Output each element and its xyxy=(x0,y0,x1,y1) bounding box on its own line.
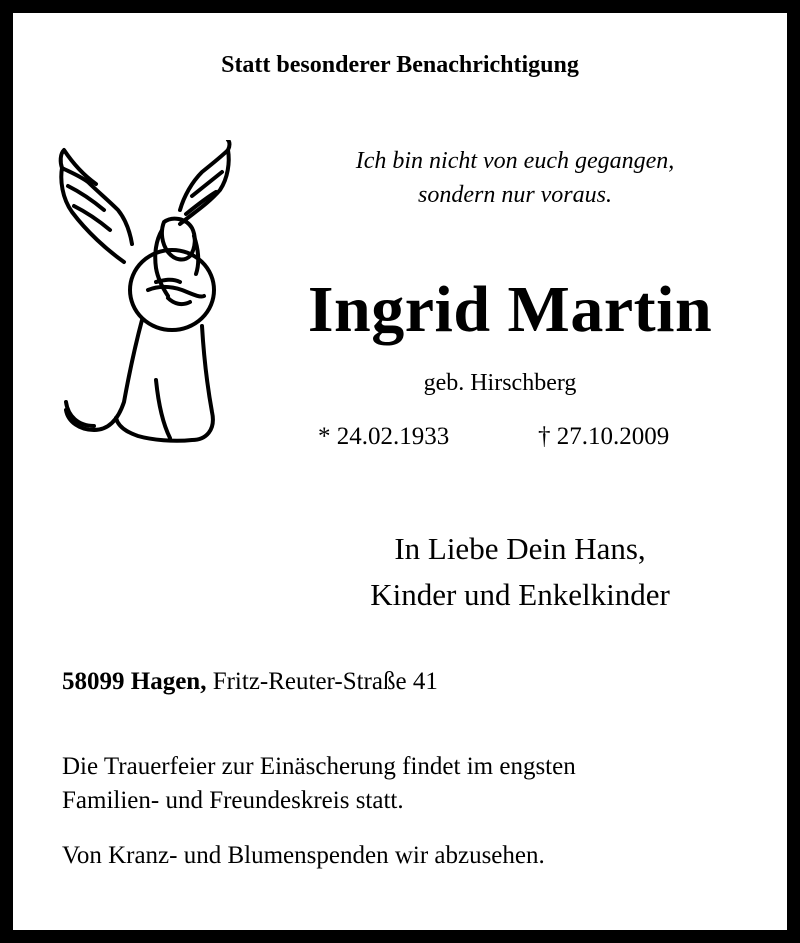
header-title: Statt besonderer Benachrichtigung xyxy=(221,52,579,78)
mourners xyxy=(270,526,770,618)
address-city: 58099 Hagen, xyxy=(62,668,207,695)
birth-name: geb. Hirschberg xyxy=(423,370,577,396)
deceased-name: Ingrid Martin xyxy=(307,273,713,346)
address-street: Fritz-Reuter-Straße 41 xyxy=(212,668,438,695)
quote xyxy=(280,144,750,212)
birth-date: * 24.02.1933 xyxy=(318,423,450,450)
quote-line-1: Ich bin nicht von euch gegangen, xyxy=(355,148,675,174)
funeral-notice xyxy=(62,750,576,818)
mourners-line-2: Kinder und Enkelkinder xyxy=(370,577,670,612)
mourners-line-1: In Liebe Dein Hans, xyxy=(394,531,646,566)
death-date: † 27.10.2009 xyxy=(538,423,670,450)
funeral-notice-line-1: Die Trauerfeier zur Einäscherung findet im engsten xyxy=(62,753,576,780)
angel-icon xyxy=(52,140,242,455)
funeral-notice-line-2: Familien- und Freundeskreis statt. xyxy=(62,787,404,814)
flowers-notice: Von Kranz- und Blumenspenden wir abzusehen. xyxy=(62,842,545,869)
address xyxy=(62,668,438,696)
quote-line-2: sondern nur voraus. xyxy=(417,182,612,208)
